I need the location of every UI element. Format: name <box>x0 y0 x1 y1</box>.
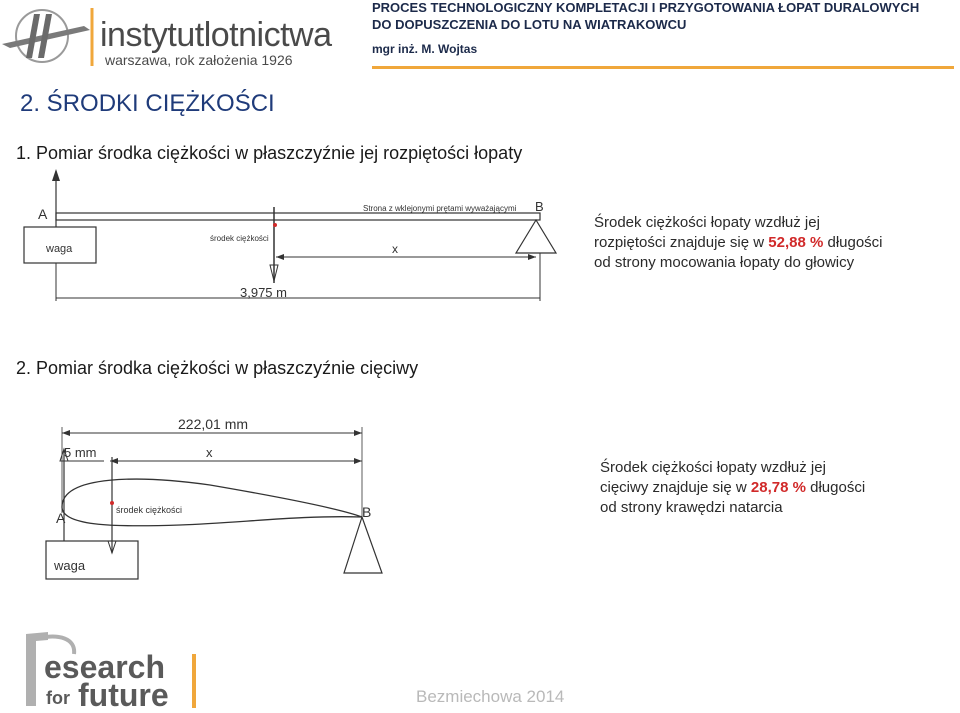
page-title: 2. ŚRODKI CIĘŻKOŚCI <box>20 90 275 117</box>
logo-text-research: esearch <box>44 649 165 685</box>
section1-heading: 1. Pomiar środka ciężkości w płaszczyźnie jej rozpiętości łopaty <box>16 143 523 163</box>
section2-desc-line3: od strony krawędzi natarcia <box>600 499 783 516</box>
x-label-2: x <box>206 445 213 460</box>
blade-label: Strona z wklejonymi prętami wyważającymi <box>363 204 517 213</box>
scale-label: waga <box>46 243 73 255</box>
header-author: mgr inż. M. Wojtas <box>372 42 478 56</box>
label-a: A <box>38 206 48 222</box>
logo-text-for: for <box>46 688 70 708</box>
section1-desc-line1: Środek ciężkości łopaty wzdłuż jej <box>594 214 820 231</box>
section2-cg-value: 28,78 % <box>750 479 806 496</box>
support-b-triangle-2 <box>344 517 382 573</box>
airfoil-shape <box>62 479 362 526</box>
x-label: x <box>392 242 398 256</box>
section2-heading: 2. Pomiar środka ciężkości w płaszczyźnie cięciwy <box>16 358 419 378</box>
cg-label-2: środek ciężkości <box>116 505 183 515</box>
support-b-triangle <box>516 220 556 253</box>
chord-label: 222,01 mm <box>178 416 249 432</box>
length-label: 3,975 m <box>240 285 287 300</box>
section1-description <box>594 213 883 273</box>
footer-date: Bezmiechowa 2014 <box>416 687 565 706</box>
offset-label: 5 mm <box>64 445 97 460</box>
institute-logo-icon <box>0 0 100 72</box>
header-divider <box>372 66 954 69</box>
section2-desc-line2: cięciwy znajduje się w 28,78 % długości <box>600 479 866 496</box>
span-cg-diagram <box>0 165 590 310</box>
cg-label: środek ciężkości <box>210 234 269 243</box>
section1-cg-value: 52,88 % <box>768 234 824 251</box>
label-b-2: B <box>362 504 372 520</box>
section2-desc-line1: Środek ciężkości łopaty wzdłuż jej <box>600 459 826 476</box>
header-title-line1: PROCES TECHNOLOGICZNY KOMPLETACJI I PRZYGOTOWANIA ŁOPAT DURALOWYCH <box>372 0 920 15</box>
section1-desc-line3: od strony mocowania łopaty do głowicy <box>594 254 855 271</box>
blade-shape <box>56 213 540 220</box>
scale-label-2: waga <box>54 558 86 573</box>
header-title-line2: DO DOPUSZCZENIA DO LOTU NA WIATRAKOWCU <box>372 17 687 32</box>
section1-desc-line2: rozpiętości znajduje się w 52,88 % długości <box>594 234 883 251</box>
brand-name: instytutlotnictwa <box>100 16 332 54</box>
research-for-future-logo-icon <box>18 628 208 710</box>
label-a-2: A <box>56 510 66 526</box>
label-b: B <box>535 199 544 214</box>
chord-cg-diagram <box>0 405 470 585</box>
brand-tagline: warszawa, rok założenia 1926 <box>105 52 293 68</box>
logo-text-future: future <box>78 677 169 710</box>
section2-description <box>600 458 865 518</box>
